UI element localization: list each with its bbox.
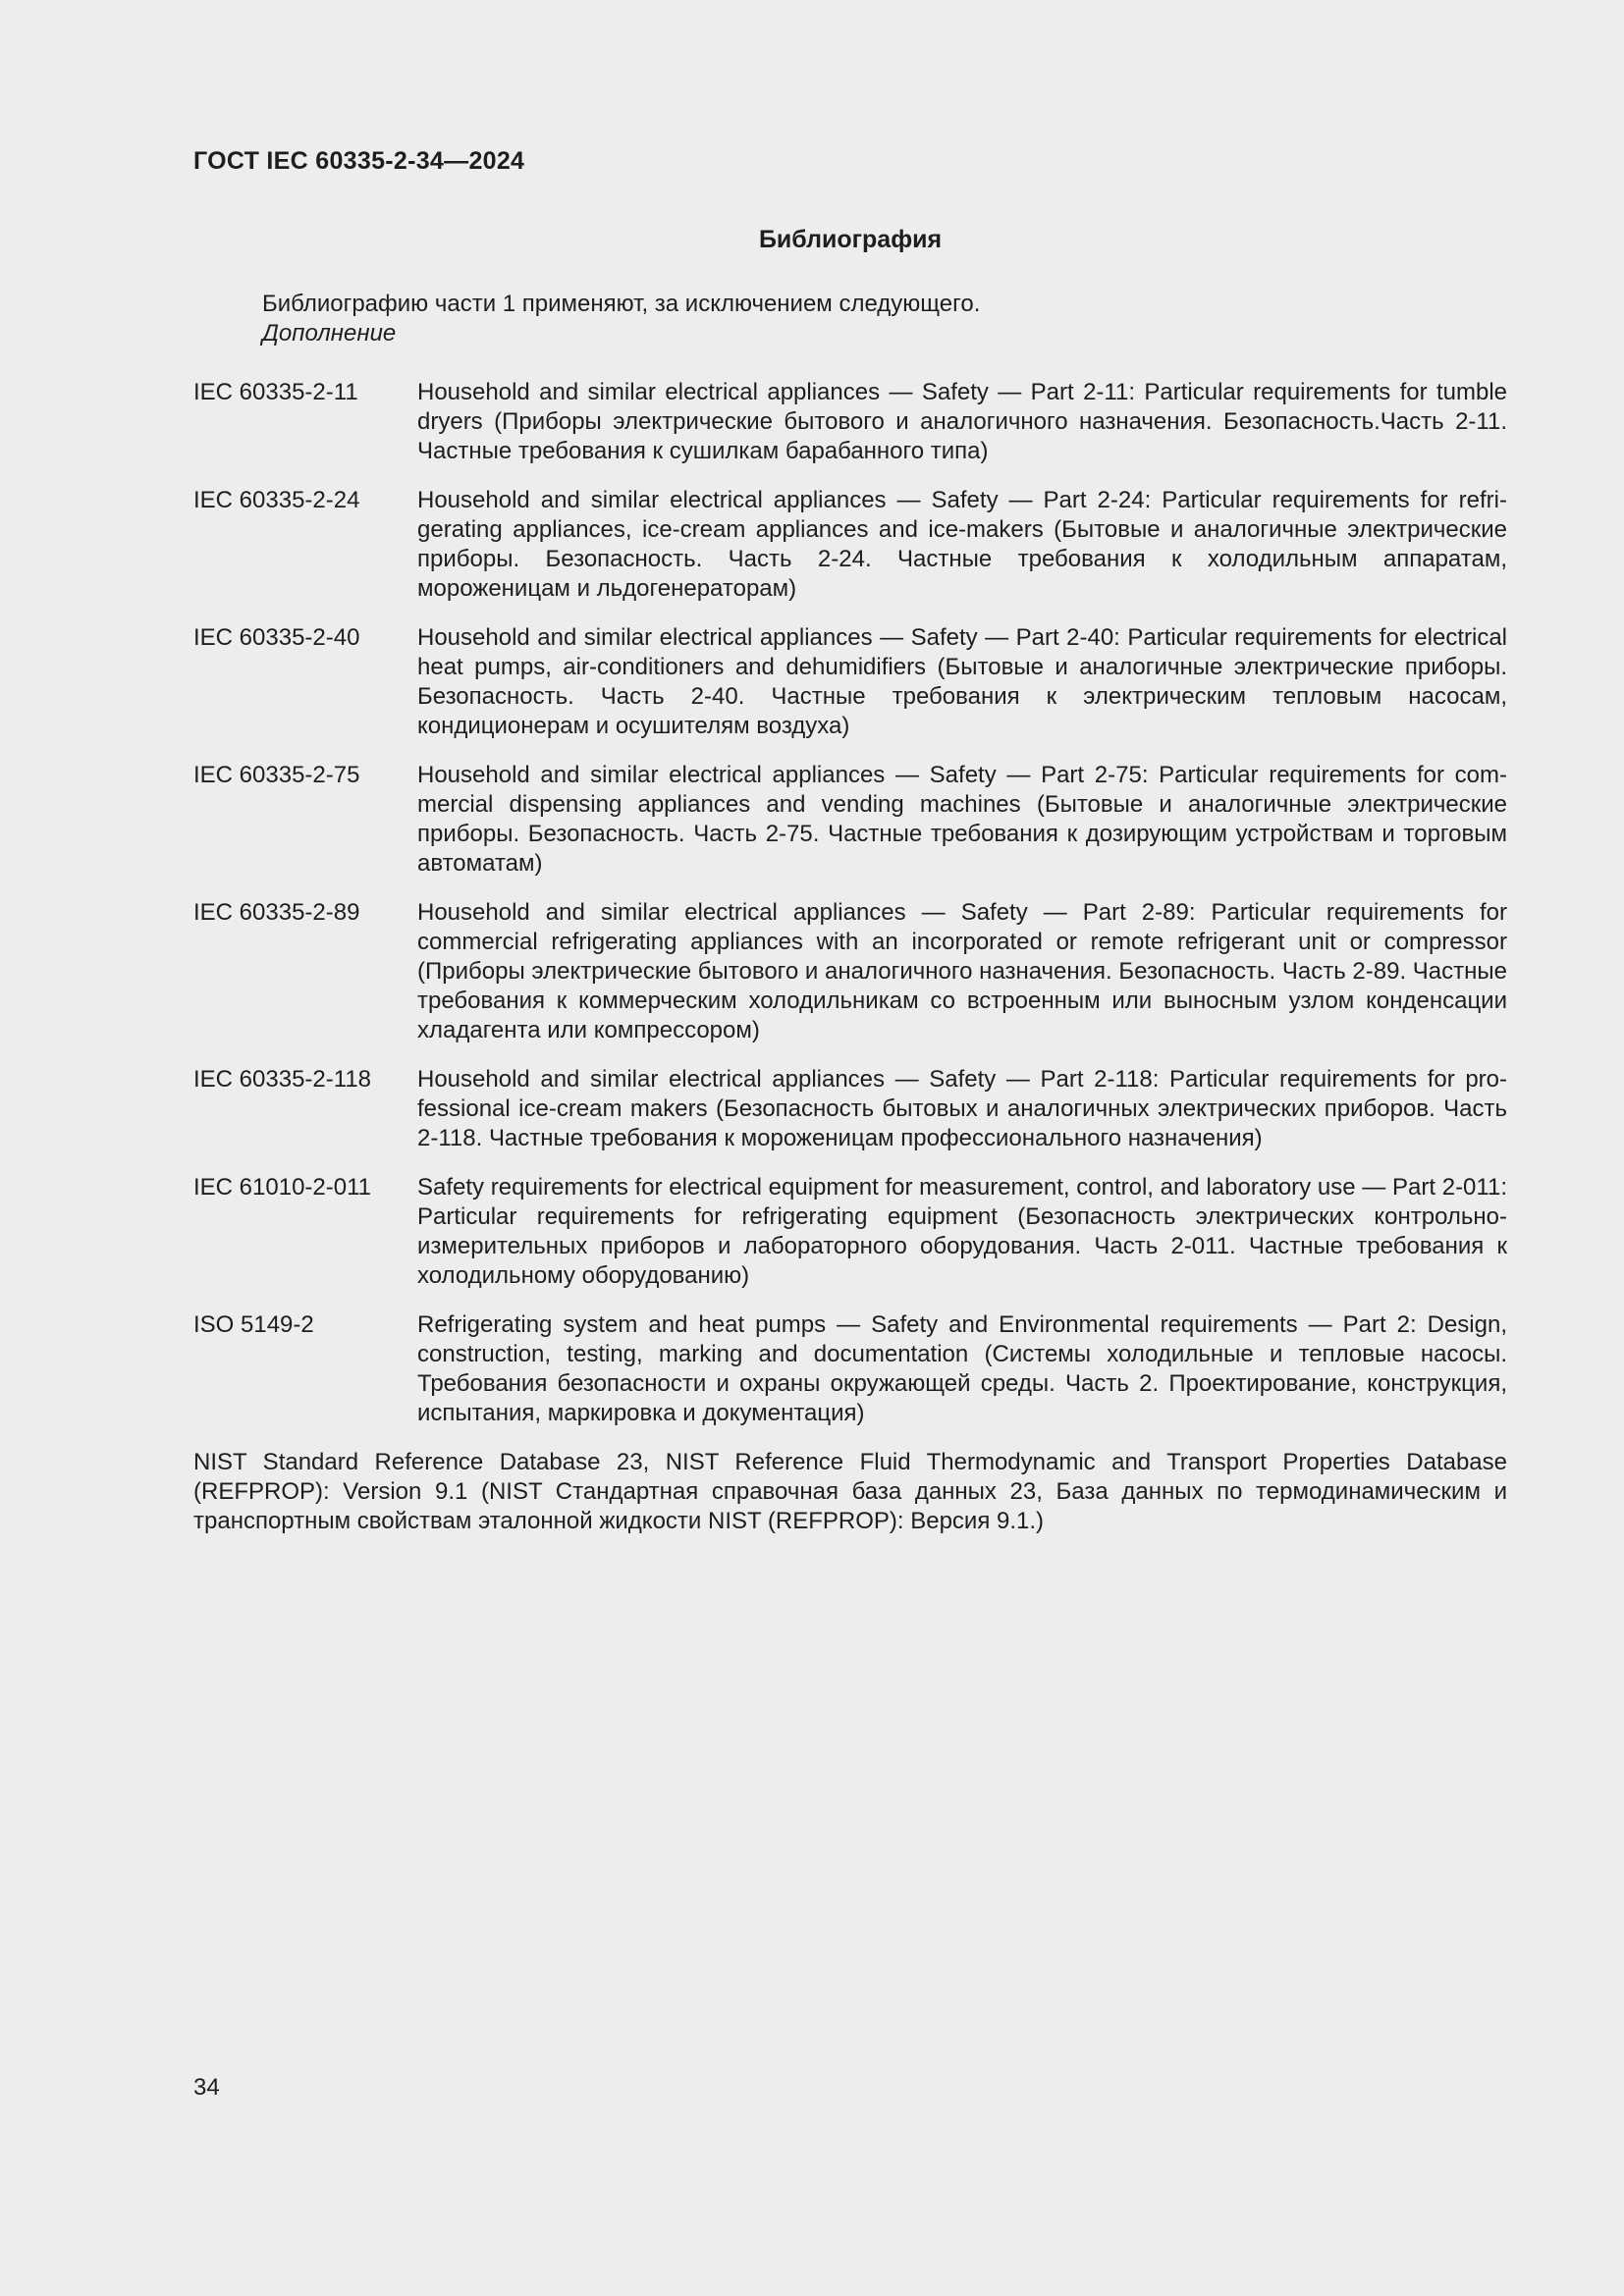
reference-text: Household and similar electrical appliances — Safety — Part 2-11: Particular requirements for tumble dryers (Приборы электрические бытового и аналогичного назначения. Безопасность.Часть 2-11. Частные требования к сушилкам барабанного типа) [417,379,1507,464]
reference-code: IEC 60335-2-89 [193,899,360,926]
reference-code: IEC 60335-2-24 [193,487,360,513]
document-header: ГОСТ IEC 60335-2-34—2024 [193,147,525,175]
page-number: 34 [193,2074,220,2101]
reference-code: IEC 60335-2-75 [193,762,360,788]
reference-entry [193,761,1507,879]
intro-block [262,290,980,348]
reference-entry [193,623,1507,741]
reference-text: Household and similar electrical appliances — Safety — Part 2-24: Particular requirements for refrigerating appliances, ice-cream appliances and ice-makers (Бытовые и аналогичные электрические приборы. Безопасность. Часть 2-24. Частные требования к холодильным аппаратам, мороженицам и льдогенераторам) [417,487,1507,602]
reference-code: IEC 60335-2-40 [193,624,360,651]
reference-text: Household and similar electrical appliances — Safety — Part 2-89: Particular requirements for commercial refrigerating appliances with an incorporated or remote refrigerant unit or compressor (Приборы электрические бытового и аналогичного назначения. Безопасность. Часть 2-89. Частные требования к коммерческим холодильникам со встроенным или выносным узлом конденсации хладагента или компрессором) [417,899,1507,1043]
reference-entry [193,378,1507,466]
reference-entry [193,898,1507,1045]
reference-text: Household and similar electrical appliances — Safety — Part 2-75: Particular requirements for commercial dispensing appliances and vending machines (Бытовые и аналогичные электрические приборы. Безопасность. Часть 2-75. Частные требования к дозирующим устройствам и торговым автоматам) [417,762,1507,877]
intro-text: Библиографию части 1 применяют, за исключением следующего. [262,291,981,317]
section-title: Библиография [758,226,943,253]
reference-text: Safety requirements for electrical equipment for measurement, control, and laboratory use — Part 2-011: Particular requirements for refrigerating equipment (Безопасность электрических контрольно-измерительных приборов и лабораторного оборудования. Часть 2-011. Частные требования к холодильному оборудованию) [417,1174,1507,1289]
reference-text: Household and similar electrical appliances — Safety — Part 2-40: Particular requirements for electrical heat pumps, air-conditioners and dehumidifiers (Бытовые и аналогичные электрические приборы. Безопасность. Часть 2-40. Частные требования к электрическим тепловым насосам, кондиционерам и осушителям воздуха) [417,624,1507,739]
reference-code: IEC 60335-2-11 [193,379,358,405]
reference-code: IEC 61010-2-011 [193,1174,372,1201]
reference-entry [193,1310,1507,1428]
reference-code: IEC 60335-2-118 [193,1066,372,1093]
intro-addition-label: Дополнение [262,320,397,347]
reference-entry [193,1065,1507,1153]
reference-text: Refrigerating system and heat pumps — Safety and Environmental requirements — Part 2: Design, construction, testing, marking and documentation (Системы холодильные и тепловые насосы. Требования безопасности и охраны окружающей среды. Часть 2. Проектирование, конструкция, испытания, маркировка и документация) [417,1311,1507,1426]
reference-code: ISO 5149-2 [193,1311,314,1338]
reference-entry [193,1173,1507,1291]
bibliography-list [193,378,1507,1536]
reference-text: Household and similar electrical appliances — Safety — Part 2-118: Particular requirements for professional ice-cream makers (Безопасность бытовых и аналогичных электрических приборов. Часть 2-118. Частные требования к мороженицам профессионального назначения) [417,1066,1507,1151]
reference-entry [193,486,1507,604]
nist-reference: NIST Standard Reference Database 23, NIST Reference Fluid Thermodynamic and Transport Properties Database (REFPROP): Version 9.1 (NIST Стандартная справочная база данных 23, База данных по термодинамическим и транспортным свойствам эталонной жидкости NIST (REFPROP): Версия 9.1.) [193,1449,1507,1534]
